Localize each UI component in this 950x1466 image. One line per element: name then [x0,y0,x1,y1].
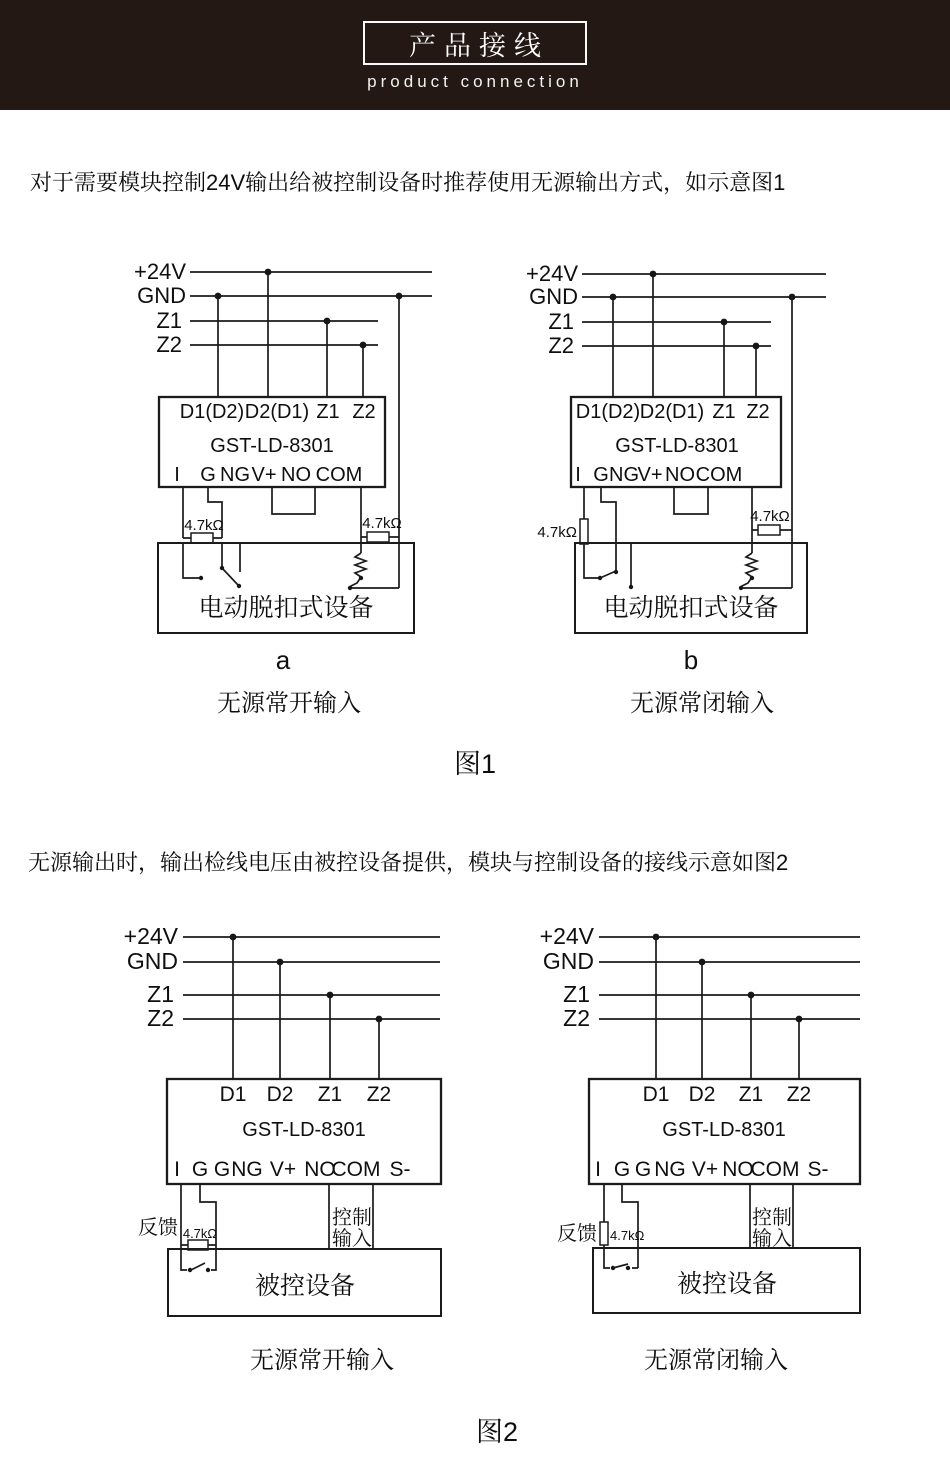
module-pin: D2 [688,1083,716,1106]
module-pin: NO [304,1158,336,1181]
module-pin: G [613,1158,631,1181]
bus-label: Z2 [156,332,182,357]
junction-dots [230,934,383,1023]
module-pin: NO [722,1158,754,1181]
figure1-caption: 图1 [453,749,497,779]
module-pin: Z2 [786,1083,812,1106]
module-pin: G [200,464,216,486]
module-pin: Z1 [317,1083,343,1106]
figure1-diagram-b [520,255,850,720]
resistor-label: 4.7kΩ [537,524,577,541]
module-pin: S- [807,1158,829,1181]
sub-caption: 无源常开输入 [217,690,361,717]
module-pin: Z2 [352,401,376,423]
intro-text-fig2: 无源输出时，输出检线电压由被控设备提供，模块与控制设备的接线示意如图2 [28,850,789,875]
module-pin: V+ [691,1158,719,1181]
bus-label: Z1 [147,981,174,1007]
module-pin: COM [331,1158,381,1181]
module-pin: Z1 [316,401,340,423]
resistor-body [758,525,780,535]
junction-dots [215,269,403,349]
figure2-diagram-b [520,920,880,1382]
module-pin: Z1 [712,401,736,423]
bus-label: GND [126,948,178,974]
bus-wires [183,937,440,1079]
module-pin: I [575,464,581,486]
header-banner [0,0,950,110]
module-pin: Z2 [366,1083,392,1106]
control-label-line2: 输入 [332,1228,372,1250]
device-label: 被控设备 [254,1272,356,1300]
module-pin: D2(D1) [244,401,310,423]
module-pin: NO [281,464,311,486]
module-pin: I [174,464,180,486]
sub-caption: 无源常闭输入 [630,690,774,717]
module-pin: NG [609,464,639,486]
module-pin: D1(D2) [179,401,245,423]
resistor-body [367,532,389,542]
bus-label: Z2 [548,333,574,358]
module-pin: G [634,1158,652,1181]
resistor-label: 4.7kΩ [184,517,224,534]
feedback-label: 反馈 [138,1217,178,1239]
bus-label: Z2 [563,1005,590,1031]
bus-label: Z1 [156,308,182,333]
control-label-line1: 控制 [332,1207,372,1229]
module-pin: I [174,1158,180,1181]
module-pin: D2(D1) [639,401,705,423]
module-pin: D2 [266,1083,294,1106]
control-label-line2: 输入 [752,1228,792,1250]
resistor-label: 4.7kΩ [182,1226,218,1241]
sub-letter: b [683,645,699,675]
resistor-label: 4.7kΩ [610,1228,645,1243]
module-pin: NG [654,1158,686,1181]
bus-wires [599,937,860,1079]
bus-label: +24V [526,261,578,286]
figure2-caption: 图2 [475,1417,519,1447]
module-pin: S- [389,1158,411,1181]
bus-label: Z1 [548,309,574,334]
bus-label: Z1 [563,981,590,1007]
module-name: GST-LD-8301 [242,1119,366,1141]
module-pin: D1 [219,1083,247,1106]
module-pin: COM [750,1158,800,1181]
module-pin: G [191,1158,209,1181]
module-pin: I [595,1158,601,1181]
module-pin: COM [315,464,363,486]
module-pin: V+ [637,464,663,486]
module-pin: NG [220,464,250,486]
module-pin: V+ [269,1158,297,1181]
junction-dots [610,271,796,350]
junction-dots [653,934,803,1023]
resistor-label: 4.7kΩ [362,515,402,532]
module-pin: G [213,1158,231,1181]
device-label: 电动脱扣式设备 [198,594,374,622]
bus-label: +24V [123,923,178,949]
resistor-body [600,1222,608,1245]
figure2-diagram-a [100,920,460,1382]
module-pin: NG [231,1158,263,1181]
sub-letter: a [275,645,291,675]
title-box [363,21,587,65]
bus-label: GND [542,948,594,974]
module-pin: NO [665,464,695,486]
bus-label: Z2 [147,1005,174,1031]
resistor-body [580,519,588,544]
bus-label: GND [529,284,578,309]
bus-label: GND [137,283,186,308]
module-name: GST-LD-8301 [210,435,334,457]
sub-caption: 无源常开输入 [250,1347,394,1374]
module-pin: Z2 [746,401,770,423]
bus-label: +24V [134,259,186,284]
device-label: 电动脱扣式设备 [603,594,779,622]
intro-text-fig1: 对于需要模块控制24V输出给被控制设备时推荐使用无源输出方式，如示意图1 [30,170,786,195]
bus-label: +24V [539,923,594,949]
control-label-line1: 控制 [752,1207,792,1229]
module-name: GST-LD-8301 [615,435,739,457]
module-pin: D1(D2) [575,401,641,423]
figure1-diagram-a [130,255,482,720]
sub-caption: 无源常闭输入 [644,1347,788,1374]
page-subtitle: product connection [367,72,583,91]
resistor-label: 4.7kΩ [750,508,790,525]
switch-symbols [183,537,399,590]
module-pin: COM [695,464,743,486]
feedback-label: 反馈 [557,1223,597,1245]
module-pin: Z1 [738,1083,764,1106]
page-title: 产品接线 [409,30,549,61]
module-pin: G [593,464,609,486]
module-pin: V+ [251,464,277,486]
module-name: GST-LD-8301 [662,1119,786,1141]
resistor-body [191,533,213,543]
module-pin: D1 [642,1083,670,1106]
bus-wires [582,274,826,588]
device-label: 被控设备 [676,1270,778,1298]
bus-wires [190,272,432,588]
